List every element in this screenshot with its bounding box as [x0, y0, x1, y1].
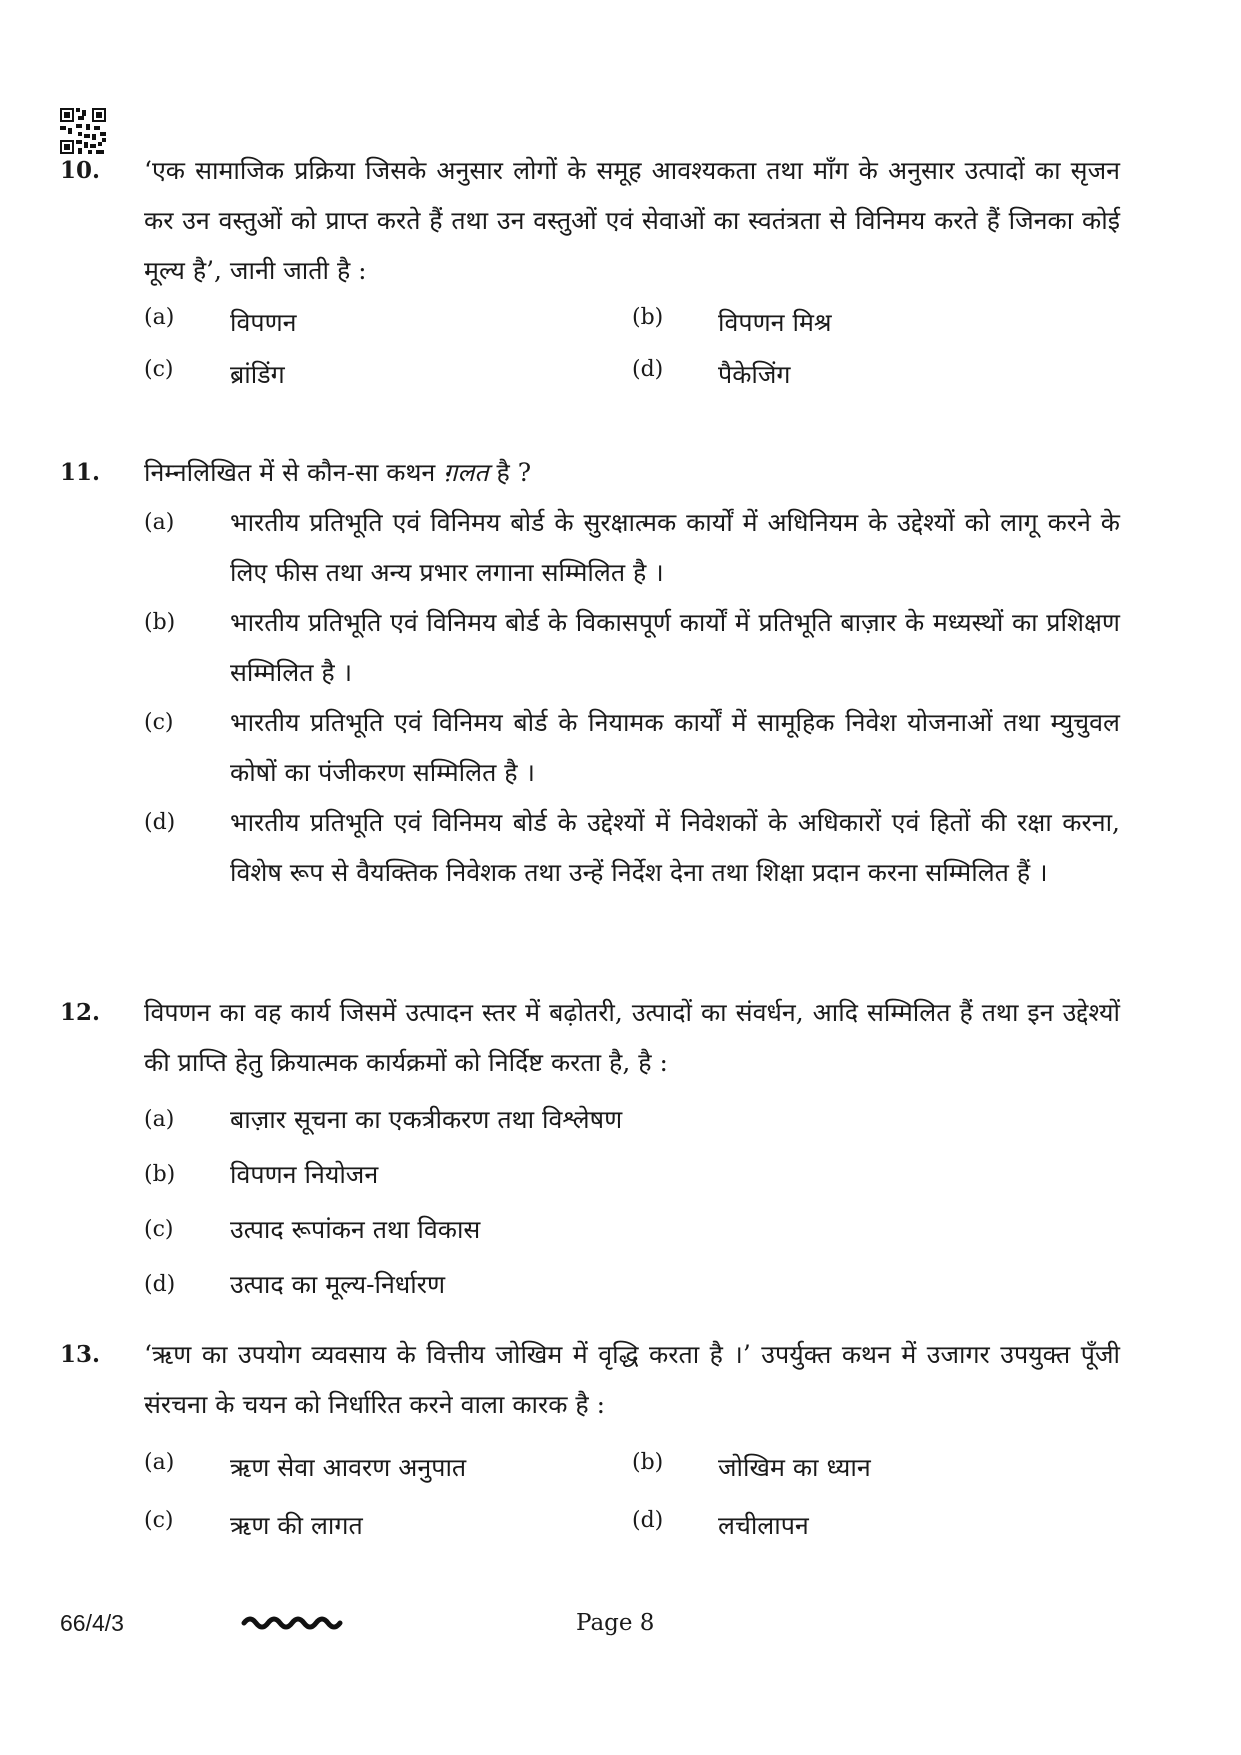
- option-text: ऋण की लागत: [230, 1511, 363, 1540]
- option-d: [144, 798, 1120, 898]
- emphasized-word: ग़लत: [443, 458, 489, 487]
- option-label: (b): [632, 1450, 664, 1475]
- option-text: भारतीय प्रतिभूति एवं विनिमय बोर्ड के सुरक्षात्मक कार्यों में अधिनियम के उद्देश्यों को लागू करने के लिए फीस तथा अन्य प्रभार लगाना सम्मिलित है ।: [230, 508, 1120, 587]
- question-text: विपणन का वह कार्य जिसमें उत्पादन स्तर में बढ़ोतरी, उत्पादों का संवर्धन, आदि सम्मिलित हैं तथा इन उद्देश्यों की प्राप्ति हेतु क्रियात्मक कार्यक्रमों को निर्दिष्ट करता है, है :: [144, 998, 1120, 1077]
- option-text: विपणन नियोजन: [230, 1160, 379, 1189]
- option-d: [632, 357, 1120, 391]
- question-text: [144, 448, 1120, 498]
- question-text: ‘एक सामाजिक प्रक्रिया जिसके अनुसार लोगों के समूह आवश्यकता तथा माँग के अनुसार उत्पादों का सृजन कर उन वस्तुओं को प्राप्त करते हैं तथा उन वस्तुओं एवं सेवाओं का स्वतंत्रता से विनिमय करते हैं जिनका कोई मूल्य है’, जानी जाती है :: [144, 156, 1120, 285]
- question-10: [60, 146, 1120, 400]
- option-label: (a): [144, 1450, 175, 1475]
- option-a: [144, 305, 632, 339]
- option-text: ब्रांडिंग: [230, 360, 285, 389]
- question-text-end: है ?: [496, 458, 532, 487]
- option-text: विपणन: [230, 308, 297, 337]
- option-label: (d): [632, 1508, 664, 1533]
- option-label: (a): [144, 305, 175, 330]
- option-b: [632, 305, 1120, 339]
- option-text: ऋण सेवा आवरण अनुपात: [230, 1453, 467, 1482]
- options-list: [144, 1092, 1120, 1312]
- option-text: भारतीय प्रतिभूति एवं विनिमय बोर्ड के उद्देश्यों में निवेशकों के अधिकारों एवं हितों की रक्षा करना, विशेष रूप से वैयक्तिक निवेशक तथा उन्हें निर्देश देना तथा शिक्षा प्रदान करना सम्मिलित हैं ।: [230, 808, 1120, 887]
- question-number: 10.: [60, 157, 101, 184]
- option-label: (c): [144, 357, 174, 382]
- options-grid: [144, 1438, 1120, 1554]
- question-11: [60, 448, 1120, 898]
- option-text: जोखिम का ध्यान: [718, 1453, 871, 1482]
- question-text-start: निम्नलिखित में से कौन-सा कथन: [144, 458, 436, 487]
- question-number: 12.: [60, 999, 101, 1026]
- options-grid: [144, 296, 1120, 400]
- option-label: (b): [144, 610, 176, 635]
- question-12: [60, 988, 1120, 1312]
- option-label: (a): [144, 510, 175, 535]
- option-label: (d): [632, 357, 664, 382]
- option-label: (c): [144, 1508, 174, 1533]
- option-text: बाज़ार सूचना का एकत्रीकरण तथा विश्लेषण: [230, 1105, 623, 1134]
- option-label: (b): [632, 305, 664, 330]
- question-number: 11.: [60, 459, 101, 486]
- option-label: (d): [144, 810, 176, 835]
- option-c: [144, 1508, 632, 1542]
- option-text: लचीलापन: [718, 1511, 809, 1540]
- option-a: [144, 1450, 632, 1484]
- option-b: [144, 598, 1120, 698]
- option-text: भारतीय प्रतिभूति एवं विनिमय बोर्ड के नियामक कार्यों में सामूहिक निवेश योजनाओं तथा म्युचुवल कोषों का पंजीकरण सम्मिलित है ।: [230, 708, 1120, 787]
- option-b: [144, 1147, 1120, 1202]
- option-a: [144, 1092, 1120, 1147]
- option-text: पैकेजिंग: [718, 360, 791, 389]
- option-d: [632, 1508, 1120, 1542]
- option-c: [144, 698, 1120, 798]
- option-label: (c): [144, 710, 174, 735]
- option-c: [144, 357, 632, 391]
- option-text: विपणन मिश्र: [718, 308, 832, 337]
- option-text: उत्पाद का मूल्य-निर्धारण: [230, 1270, 446, 1299]
- options-list: [144, 498, 1120, 898]
- option-c: [144, 1202, 1120, 1257]
- option-label: (a): [144, 1107, 175, 1132]
- option-d: [144, 1257, 1120, 1312]
- option-text: भारतीय प्रतिभूति एवं विनिमय बोर्ड के विकासपूर्ण कार्यों में प्रतिभूति बाज़ार के मध्यस्थों का प्रशिक्षण सम्मिलित है ।: [230, 608, 1120, 687]
- option-b: [632, 1450, 1120, 1484]
- page-footer: [60, 1610, 1180, 1650]
- option-text: उत्पाद रूपांकन तथा विकास: [230, 1215, 481, 1244]
- question-number: 13.: [60, 1341, 101, 1368]
- question-13: [60, 1330, 1120, 1554]
- page-number: Page 8: [576, 1610, 655, 1636]
- wave-ornament: [240, 1606, 344, 1636]
- option-label: (d): [144, 1272, 176, 1297]
- option-label: (c): [144, 1217, 174, 1242]
- option-label: (b): [144, 1162, 176, 1187]
- option-a: [144, 498, 1120, 598]
- question-text: ‘ऋण का उपयोग व्यवसाय के वित्तीय जोखिम में वृद्धि करता है ।’ उपर्युक्त कथन में उजागर उपयुक्त पूँजी संरचना के चयन को निर्धारित करने वाला कारक है :: [144, 1340, 1120, 1419]
- paper-code: 66/4/3: [60, 1610, 124, 1636]
